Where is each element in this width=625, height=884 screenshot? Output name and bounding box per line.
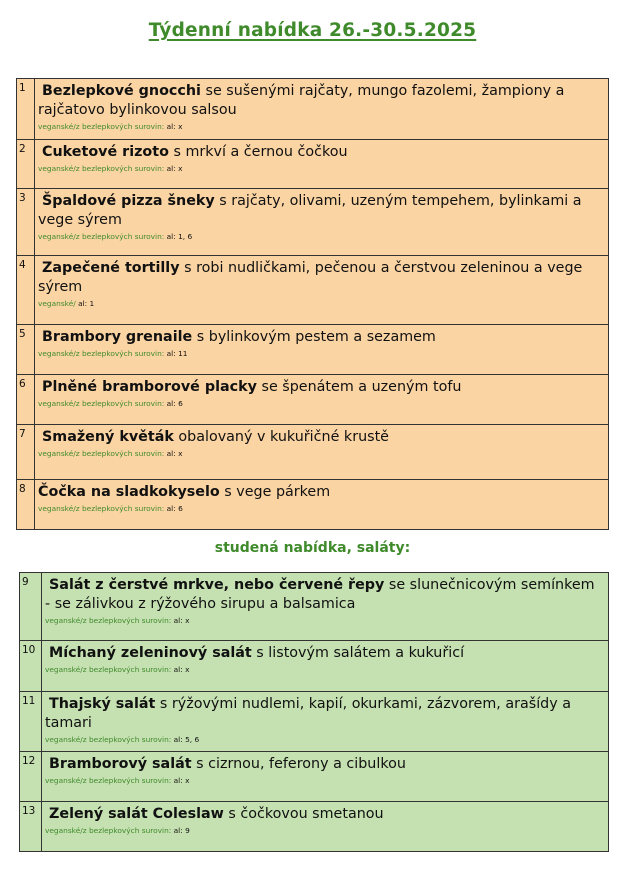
diet-tag: veganské/z bezlepkových surovin:	[38, 164, 165, 173]
dish-name: Míchaný zeleninový salát	[49, 645, 252, 661]
allergens: al: x	[173, 776, 190, 785]
dish-name: Zelený salát Coleslaw	[49, 806, 224, 822]
diet-tag: veganské/z bezlepkových surovin:	[38, 349, 165, 358]
menu-item	[42, 692, 609, 752]
menu-row	[17, 325, 609, 375]
item-number: 2	[17, 140, 35, 189]
item-number: 12	[20, 752, 42, 802]
menu-item	[35, 425, 609, 480]
allergens: al: 9	[173, 826, 190, 835]
dish-name: Bramborový salát	[49, 756, 192, 772]
dish-description: s mrkví a černou čočkou	[168, 144, 348, 160]
cold-menu-table	[19, 572, 609, 852]
menu-row	[17, 425, 609, 480]
menu-item	[35, 325, 609, 375]
warm-menu-table	[16, 78, 609, 530]
diet-tag: veganské/	[38, 299, 76, 308]
diet-tag: veganské/z bezlepkových surovin:	[38, 449, 165, 458]
dish-description: s rajčaty, olivami, uzeným tempehem, bylinkami a vege sýrem	[38, 193, 582, 228]
dish-name: Čočka na sladkokyselo	[38, 484, 220, 500]
dish-description: s listovým salátem a kukuřicí	[251, 645, 465, 661]
dish-description: se špenátem a uzeným tofu	[256, 379, 462, 395]
dish-description: s bylinkovým pestem a sezamem	[192, 329, 436, 345]
menu-item	[35, 140, 609, 189]
diet-tag: veganské/z bezlepkových surovin:	[38, 122, 165, 131]
page-title: Týdenní nabídka 26.-30.5.2025	[148, 20, 477, 41]
allergens: al: x	[173, 665, 190, 674]
item-number: 7	[17, 425, 35, 480]
dish-description: se slunečnicovým semínkem - se zálivkou z rýžového sirupu a balsamica	[45, 577, 595, 612]
menu-row	[20, 692, 609, 752]
item-number: 11	[20, 692, 42, 752]
cold-menu-heading: studená nabídka, saláty:	[214, 540, 411, 556]
allergens: al: 5, 6	[173, 735, 200, 744]
menu-row	[20, 752, 609, 802]
dish-description: s rýžovými nudlemi, kapií, okurkami, zázvorem, arašídy a tamari	[45, 696, 572, 731]
item-number: 10	[20, 641, 42, 692]
menu-row	[17, 375, 609, 425]
item-number: 4	[17, 256, 35, 325]
allergens: al: x	[173, 616, 190, 625]
diet-tag: veganské/z bezlepkových surovin:	[45, 735, 172, 744]
dish-description: s cizrnou, feferony a cibulkou	[191, 756, 406, 772]
item-number: 1	[17, 79, 35, 140]
allergens: al: x	[166, 449, 183, 458]
dish-name: Plněné bramborové placky	[42, 379, 257, 395]
diet-tag: veganské/z bezlepkových surovin:	[38, 399, 165, 408]
menu-row	[17, 256, 609, 325]
menu-row	[17, 140, 609, 189]
dish-name: Zapečené tortilly	[42, 260, 180, 276]
menu-item	[35, 79, 609, 140]
dish-description: s čočkovou smetanou	[223, 806, 384, 822]
menu-item	[42, 802, 609, 852]
allergens: al: 6	[166, 504, 183, 513]
allergens: al: x	[166, 122, 183, 131]
dish-description: s robi nudličkami, pečenou a čerstvou zeleninou a vege sýrem	[38, 260, 583, 295]
menu-row	[17, 79, 609, 140]
allergens: al: 11	[166, 349, 188, 358]
dish-name: Smažený květák	[42, 429, 174, 445]
dish-name: Thajský salát	[49, 696, 156, 712]
diet-tag: veganské/z bezlepkových surovin:	[45, 616, 172, 625]
menu-row	[17, 480, 609, 530]
menu-item	[35, 256, 609, 325]
dish-name: Salát z čerstvé mrkve, nebo červené řepy	[49, 577, 385, 593]
item-number: 6	[17, 375, 35, 425]
menu-item	[35, 189, 609, 256]
dish-name: Špaldové pizza šneky	[42, 193, 215, 209]
allergens: al: 6	[166, 399, 183, 408]
item-number: 13	[20, 802, 42, 852]
allergens: al: 1, 6	[166, 232, 193, 241]
diet-tag: veganské/z bezlepkových surovin:	[38, 504, 165, 513]
dish-name: Cuketové rizoto	[42, 144, 169, 160]
diet-tag: veganské/z bezlepkových surovin:	[45, 665, 172, 674]
menu-item	[42, 641, 609, 692]
item-number: 9	[20, 573, 42, 641]
allergens: al: 1	[78, 299, 95, 308]
dish-name: Bezlepkové gnocchi	[42, 83, 201, 99]
menu-item	[42, 752, 609, 802]
menu-item	[42, 573, 609, 641]
item-number: 8	[17, 480, 35, 530]
dish-name: Brambory grenaile	[42, 329, 193, 345]
menu-row	[20, 802, 609, 852]
menu-row	[17, 189, 609, 256]
item-number: 3	[17, 189, 35, 256]
dish-description: s vege párkem	[219, 484, 331, 500]
diet-tag: veganské/z bezlepkových surovin:	[38, 232, 165, 241]
diet-tag: veganské/z bezlepkových surovin:	[45, 776, 172, 785]
menu-item	[35, 480, 609, 530]
item-number: 5	[17, 325, 35, 375]
menu-item	[35, 375, 609, 425]
dish-description: se sušenými rajčaty, mungo fazolemi, žampiony a rajčatovo bylinkovou salsou	[38, 83, 565, 118]
menu-row	[20, 573, 609, 641]
allergens: al: x	[166, 164, 183, 173]
menu-row	[20, 641, 609, 692]
diet-tag: veganské/z bezlepkových surovin:	[45, 826, 172, 835]
dish-description: obalovaný v kukuřičné krustě	[173, 429, 389, 445]
